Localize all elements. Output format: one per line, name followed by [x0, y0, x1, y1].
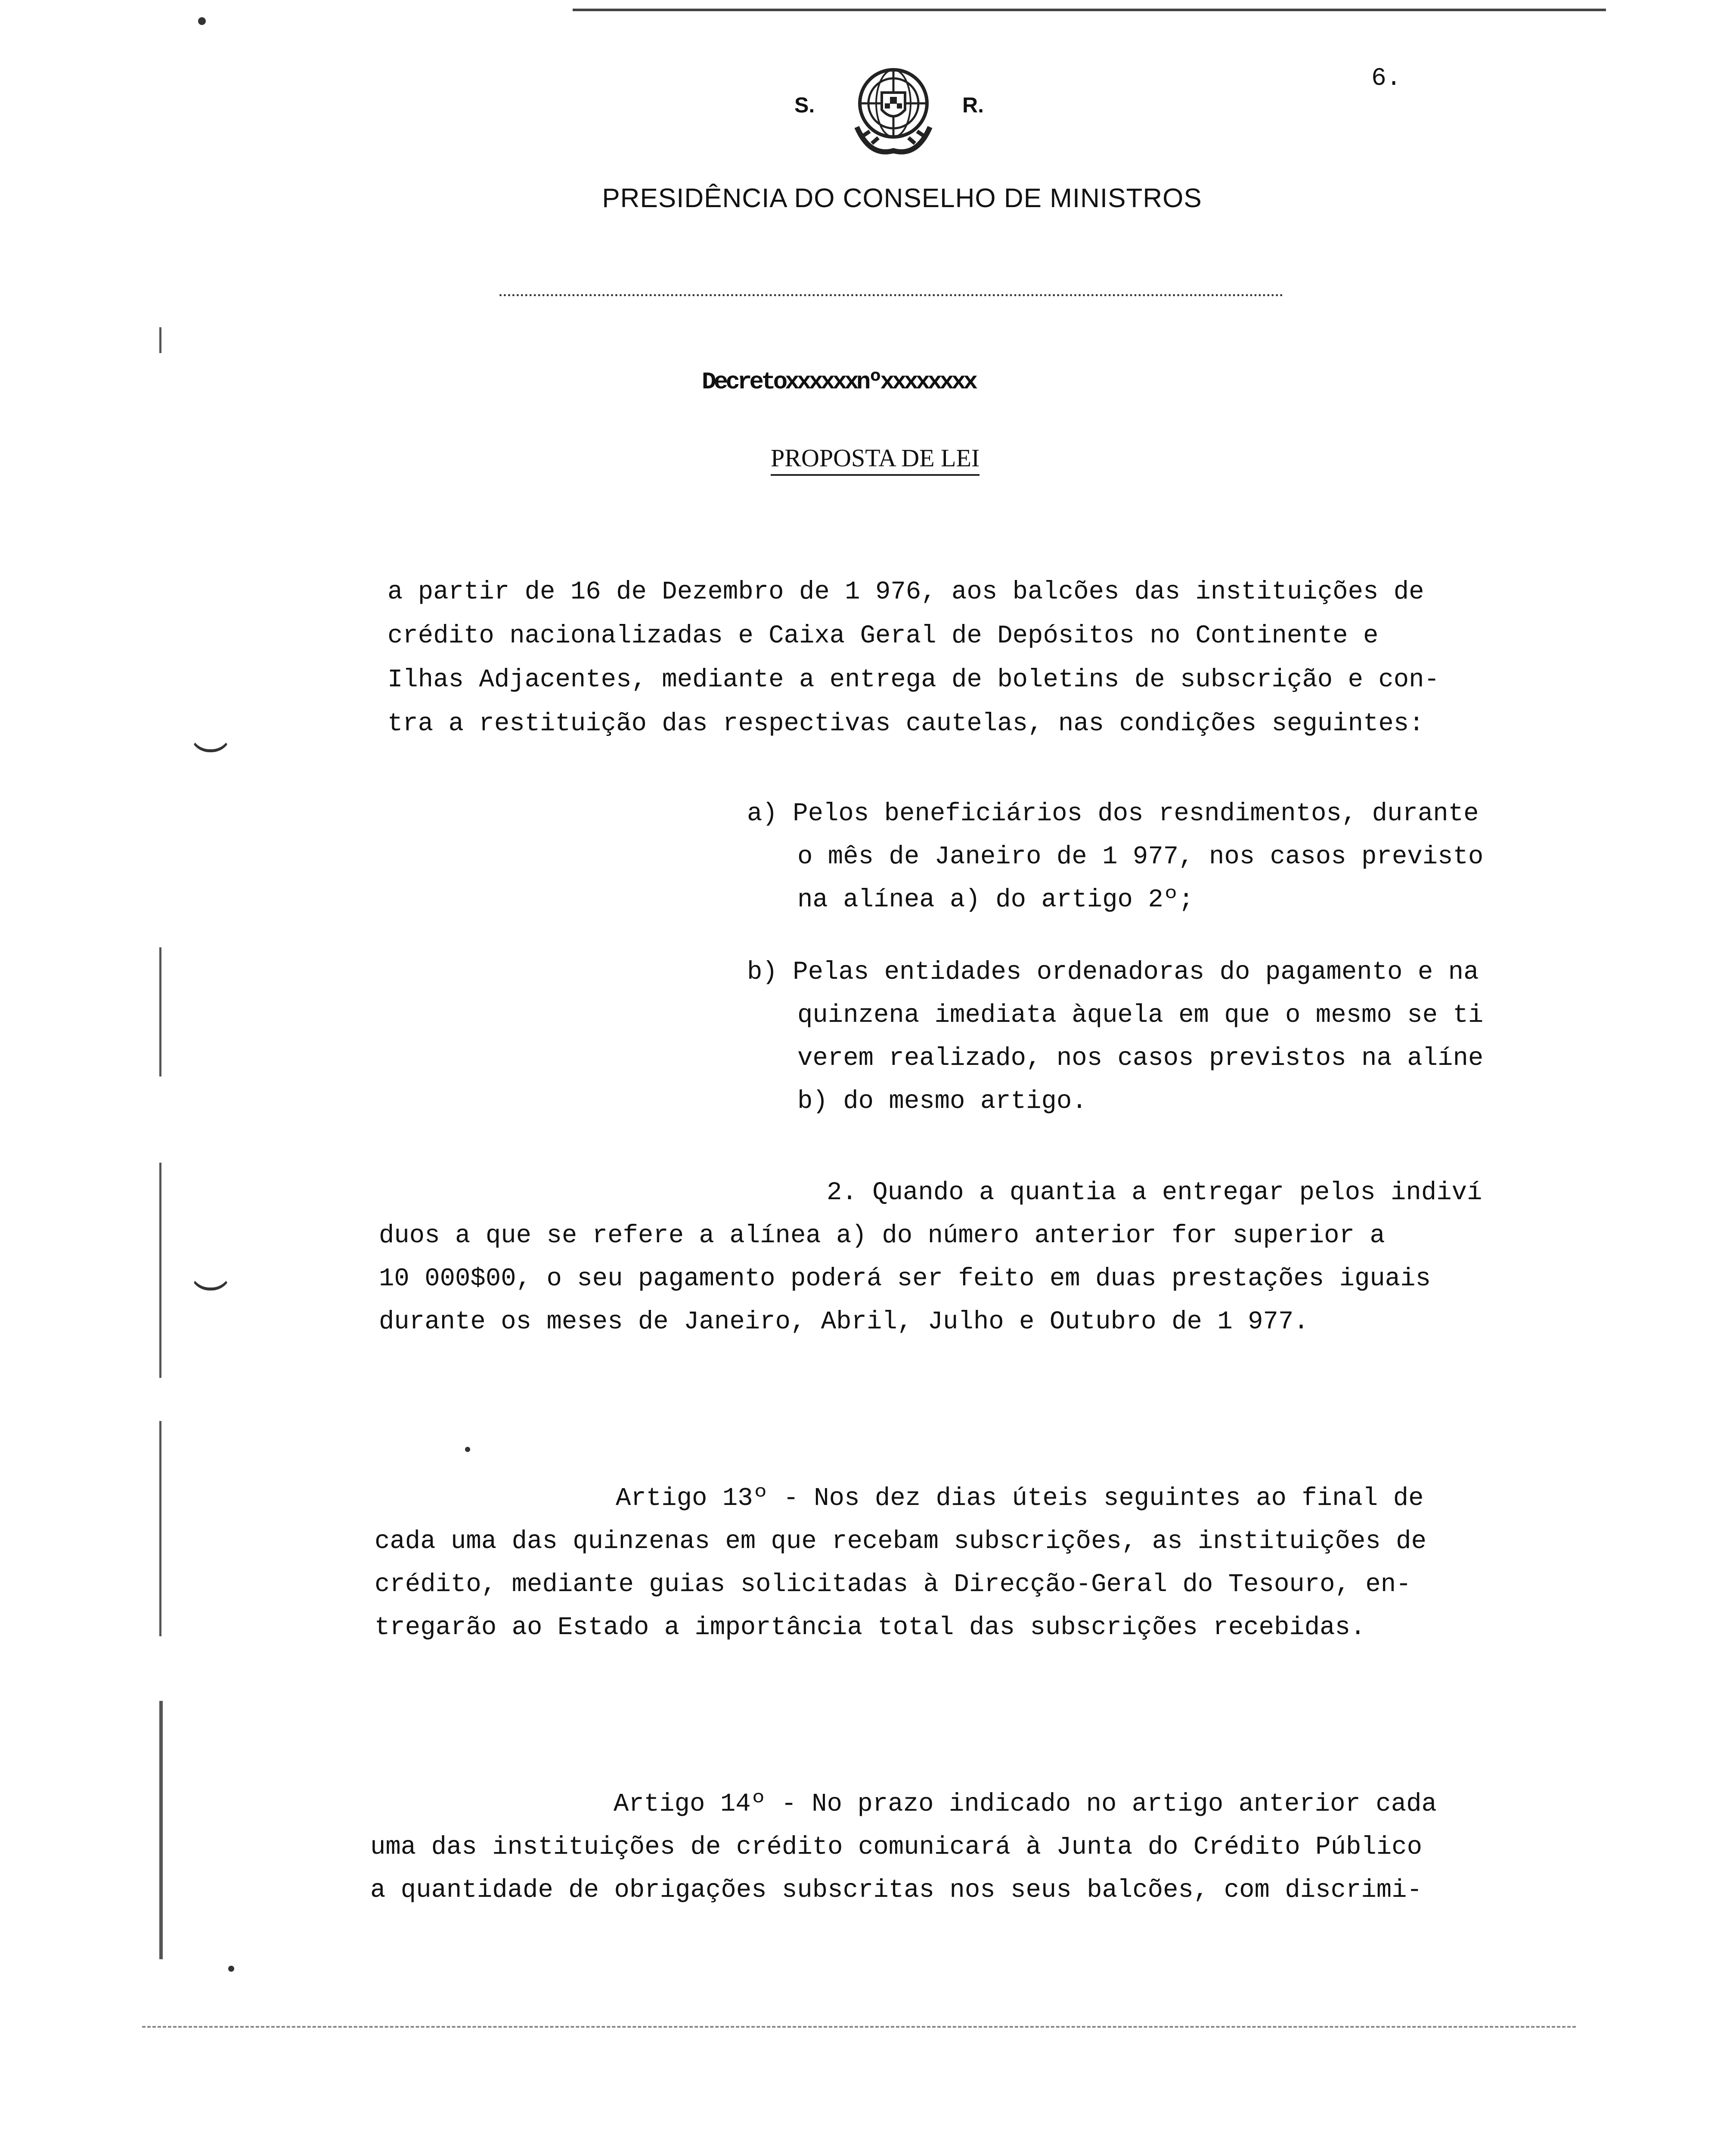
page-number: 6. [1371, 65, 1401, 93]
article-13-line: cada uma das quinzenas em que recebam subscrições, as instituições de [375, 1527, 1426, 1556]
scan-margin-mark [159, 327, 161, 353]
article-13-line: tregarão ao Estado a importância total das subscrições recebidas. [375, 1613, 1366, 1642]
scan-margin-mark [159, 947, 161, 1076]
coat-of-arms-seal-icon [844, 62, 943, 161]
scan-dot [198, 17, 206, 25]
scan-dot [465, 1447, 470, 1452]
letterhead-s: S. [794, 93, 815, 117]
body-line: tra a restituição das respectivas cautelas, nas condições seguintes: [388, 709, 1424, 738]
body-line: Ilhas Adjacentes, mediante a entrega de boletins de subscrição e con- [388, 665, 1439, 694]
scan-margin-mark [159, 1163, 161, 1378]
article-13-line: Artigo 13º - Nos dez dias úteis seguintes ao final de [616, 1484, 1424, 1513]
document-title: PROPOSTA DE LEI [771, 444, 980, 476]
article-14-line: Artigo 14º - No prazo indicado no artigo anterior cada [614, 1790, 1437, 1818]
office-name: PRESIDÊNCIA DO CONSELHO DE MINISTROS [602, 183, 1202, 213]
paragraph-2-line: durante os meses de Janeiro, Abril, Julho e Outubro de 1 977. [379, 1307, 1309, 1336]
scan-bottom-rule [142, 2026, 1576, 2028]
letterhead-r: R. [962, 93, 984, 117]
scan-bracket-mark [189, 732, 232, 752]
decree-overstrike-text: Decretoxxxxxxnºxxxxxxxx [702, 368, 975, 396]
list-item-b-line: verem realizado, nos casos previstos na alíne [797, 1044, 1484, 1073]
list-item-a-line: a) Pelos beneficiários dos resndimentos, durante [747, 799, 1479, 828]
paragraph-2-line: duos a que se refere a alínea a) do número anterior for superior a [379, 1221, 1385, 1250]
article-14-line: a quantidade de obrigações subscritas nos seus balcões, com discrimi- [370, 1876, 1422, 1905]
scan-bracket-mark [189, 1270, 232, 1291]
scan-margin-mark [159, 1421, 161, 1636]
scan-margin-mark [159, 1701, 163, 1959]
decree-overstrike-line [702, 368, 975, 396]
scan-top-rule [573, 9, 1606, 11]
article-14-line: uma das instituições de crédito comunicará à Junta do Crédito Público [370, 1833, 1422, 1861]
body-line: a partir de 16 de Dezembro de 1 976, aos balcões das instituições de [388, 577, 1424, 606]
list-item-a-line: o mês de Janeiro de 1 977, nos casos previsto [797, 842, 1484, 871]
list-item-a-line: na alínea a) do artigo 2º; [797, 885, 1194, 914]
article-13-line: crédito, mediante guias solicitadas à Direcção-Geral do Tesouro, en- [375, 1570, 1411, 1599]
list-item-b-line: b) Pelas entidades ordenadoras do pagamento e na [747, 958, 1479, 987]
list-item-b-line: b) do mesmo artigo. [797, 1087, 1087, 1116]
list-item-b-line: quinzena imediata àquela em que o mesmo se ti [797, 1001, 1484, 1030]
paragraph-2-line: 10 000$00, o seu pagamento poderá ser feito em duas prestações iguais [379, 1264, 1431, 1293]
paragraph-2-line: 2. Quando a quantia a entregar pelos indiví [827, 1178, 1482, 1207]
body-line: crédito nacionalizadas e Caixa Geral de Depósitos no Continente e [388, 621, 1379, 650]
dotted-separator [499, 294, 1283, 296]
scan-dot [228, 1966, 234, 1972]
